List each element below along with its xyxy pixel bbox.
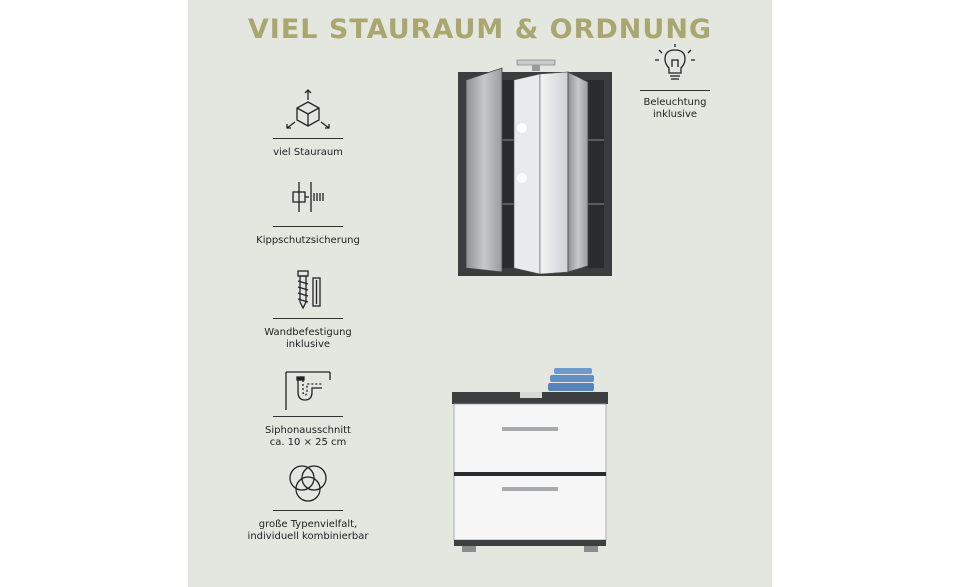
vanity-unit-image: [450, 366, 610, 556]
feature-variety: [218, 462, 398, 543]
siphon-icon: [278, 368, 338, 412]
headline: VIEL STAURAUM & ORDNUNG: [247, 14, 713, 45]
feature-label: Wandbefestigung inklusive: [264, 327, 352, 350]
divider: [273, 226, 343, 227]
feature-label: Kippschutzsicherung: [256, 235, 360, 246]
divider: [640, 90, 710, 91]
feature-siphon: [218, 368, 398, 449]
lightbulb-icon: [653, 44, 697, 84]
cube-icon: [283, 88, 333, 134]
product-panel: [188, 0, 772, 587]
feature-wall-mount: [218, 268, 398, 351]
feature-anti-tip: [218, 178, 398, 247]
divider: [273, 510, 343, 511]
feature-label: Beleuchtung inklusive: [643, 97, 707, 120]
feature-storage: [218, 88, 398, 159]
feature-lighting: [628, 44, 722, 121]
feature-label: viel Stauraum: [273, 147, 343, 158]
circles-icon: [282, 462, 334, 506]
divider: [273, 318, 343, 319]
anti-tip-icon: [283, 178, 333, 222]
divider: [273, 416, 343, 417]
divider: [273, 138, 343, 139]
feature-label: Siphonausschnitt ca. 10 × 25 cm: [265, 425, 351, 448]
feature-label: große Typenvielfalt, individuell kombinierbar: [247, 519, 369, 542]
screw-dowel-icon: [283, 268, 333, 314]
mirror-cabinet-image: [454, 58, 616, 280]
